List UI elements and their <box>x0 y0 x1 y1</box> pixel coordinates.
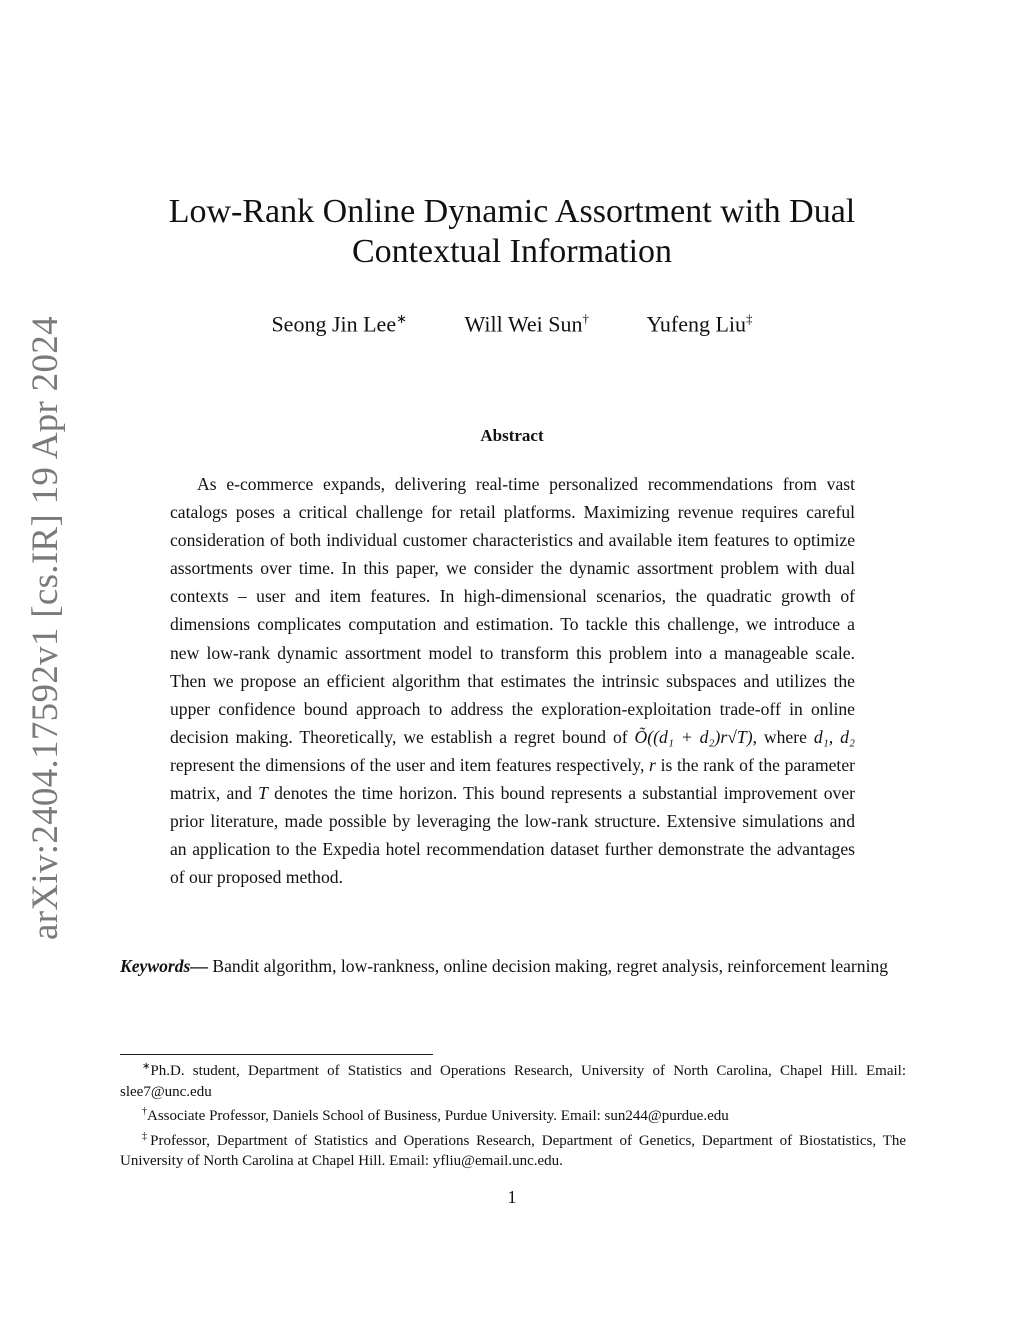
abstract-text: represent the dimensions of the user and item features respectively, <box>170 754 650 775</box>
author-name: Will Wei Sun <box>464 311 583 337</box>
title-line-1: Low-Rank Online Dynamic Assortment with Dual <box>168 193 856 230</box>
keywords-label: Keywords— <box>120 956 208 976</box>
page-number: 1 <box>507 1187 517 1207</box>
footnote-marker: ‡ <box>746 311 753 326</box>
footnote-text: Professor, Department of Statistics and Operations Research, Department of Genetics, Department of Biostatistics, The University of North Carolina at Chapel Hill. Email: yfliu@email.unc.edu. <box>120 1132 907 1169</box>
footnote-marker: ∗ <box>396 311 407 326</box>
abstract-text: As e-commerce expands, delivering real-time personalized recommendations from vast catalogs poses a critical challenge for retail platforms. Maximizing revenue requires careful consideration of both individual customer characteristics and available item features to optimize assortments over time. In this paper, we consider the dynamic assortment problem with dual contexts – user and item features. In high-dimensional scenarios, the quadratic growth of dimensions complicates computation and estimation. To tackle this challenge, we introduce a new low-rank dynamic assortment model to transform this problem into a manageable scale. Then we propose an efficient algorithm that estimates the intrinsic subspaces and utilizes the upper confidence bound approach to address the exploration-exploitation trade-off in online decision making. Theoretically, we establish a regret bound of <box>170 474 855 747</box>
paper-title <box>120 192 904 272</box>
footnote-text: Ph.D. student, Department of Statistics and Operations Research, University of North Carolina, Chapel Hill. Email: slee7@unc.edu <box>120 1063 906 1100</box>
keywords-list: Bandit algorithm, low-rankness, online decision making, regret analysis, reinforcement learning <box>207 956 889 976</box>
author-name: Yufeng Liu <box>646 311 747 337</box>
abstract-heading: Abstract <box>480 426 544 445</box>
footnote-divider <box>120 1054 433 1055</box>
author-3 <box>646 311 752 337</box>
abstract-body <box>170 470 855 891</box>
author-name: Seong Jin Lee <box>271 311 397 337</box>
footnote-marker: † <box>582 311 589 326</box>
footnote-3 <box>120 1127 906 1172</box>
footnote-marker: † <box>142 1106 147 1117</box>
arxiv-identifier-stamp: arXiv:2404.17592v1 [cs.IR] 19 Apr 2024 <box>25 316 66 940</box>
footnote-marker: ∗ <box>142 1061 151 1072</box>
horizon-symbol: T <box>258 783 268 804</box>
abstract-text: , where <box>752 726 814 747</box>
keywords-paragraph <box>120 952 906 980</box>
author-1 <box>271 311 407 337</box>
footnotes <box>120 1057 906 1172</box>
dimension-symbols: d₁, d₂ <box>813 726 855 747</box>
footnote-marker: ‡ <box>142 1130 151 1142</box>
rank-symbol: r <box>649 754 656 775</box>
title-line-2: Contextual Information <box>351 233 673 270</box>
footnote-1 <box>120 1057 906 1102</box>
footnote-text: Associate Professor, Daniels School of Business, Purdue University. Email: sun244@purdue.edu <box>147 1108 729 1124</box>
abstract-text: is the rank of the parameter matrix, and <box>170 754 855 804</box>
abstract-text: denotes the time horizon. This bound represents a substantial improvement over prior literature, made possible by leveraging the low-rank structure. Extensive simulations and an application to the Expedia hotel recommendation dataset further demonstrate the advantages of our proposed method. <box>170 783 855 888</box>
regret-bound-formula: Õ((d₁ + d₂)r√T) <box>634 726 753 747</box>
author-2 <box>465 311 589 337</box>
footnote-2 <box>120 1102 906 1127</box>
author-list <box>120 311 904 337</box>
